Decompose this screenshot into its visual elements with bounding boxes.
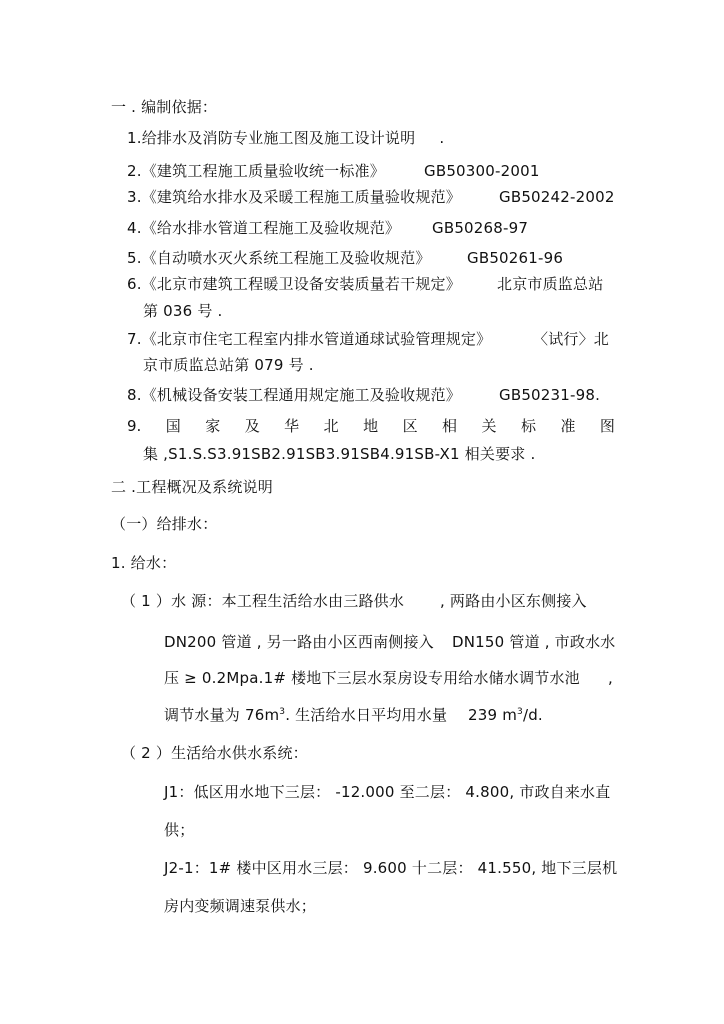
basis-item-5: 5.《自动喷水灭火系统工程施工及验收规范》	[127, 249, 431, 267]
water-source-line4-value: 239 $m^3/d$.	[468, 706, 543, 724]
zone-j1-line2: 供；	[164, 821, 195, 839]
basis-item-6: 6.《北京市建筑工程暖卫设备安装质量若干规定》	[127, 275, 461, 293]
basis-item-3-code: GB50242-2002	[499, 188, 615, 206]
section2-heading: 二 .工程概况及系统说明	[111, 478, 273, 496]
water-source-line1-tail: , 两路由小区东侧接入	[440, 592, 587, 610]
basis-item-4-code: GB50268-97	[432, 219, 529, 237]
basis-item-4: 4.《给水排水管道工程施工及验收规范》	[127, 219, 401, 237]
water-source-line1: （ 1 ）水 源：本工程生活给水由三路供水	[121, 592, 405, 610]
water-supply-heading: 1. 给水：	[111, 554, 177, 572]
basis-item-1: 1.给排水及消防专业施工图及施工设计说明 .	[127, 129, 445, 147]
basis-item-9-cont: 集 ,S1.S.S3.91SB2.91SB3.91SB4.91SB-X1 相关要求 .	[143, 445, 536, 463]
basis-item-6-cont: 第 036 号 .	[143, 302, 223, 320]
water-source-line3-tail: ,	[608, 669, 613, 687]
water-source-line3: 压 ≥ 0.2Mpa.1# 楼地下三层水泵房设专用给水储水调节水池	[164, 669, 580, 687]
zone-j2-line2: 房内变频调速泵供水；	[164, 897, 317, 915]
zone-j2-line1: J2-1：1# 楼中区用水三层： 9.600 十二层： 41.550, 地下三层机	[164, 859, 618, 877]
basis-item-9: 9. 国 家 及 华 北 地 区 相 关 标 准 图	[127, 417, 615, 435]
basis-item-6-issuer: 北京市质监总站	[497, 275, 604, 293]
basis-item-2-code: GB50300-2001	[424, 162, 540, 180]
basis-item-7-cont: 京市质监总站第 079 号 .	[143, 356, 314, 374]
subsection-drainage: （一）给排水：	[111, 515, 218, 533]
basis-item-5-code: GB50261-96	[467, 249, 564, 267]
zone-j1-line1: J1：低区用水地下三层： -12.000 至二层： 4.800, 市政自来水直	[164, 783, 611, 801]
section1-heading: 一 . 编制依据：	[111, 98, 218, 116]
basis-item-3: 3.《建筑给水排水及采暖工程施工质量验收规范》	[127, 188, 461, 206]
basis-item-2: 2.《建筑工程施工质量验收统一标准》	[127, 162, 385, 180]
basis-item-8-code: GB50231-98.	[499, 386, 601, 404]
water-source-line4: 调节水量为 $76m^3$. 生活给水日平均用水量	[164, 706, 448, 724]
water-source-line2: DN200 管道 , 另一路由小区西南侧接入	[164, 633, 434, 651]
supply-system-heading: （ 2 ）生活给水供水系统：	[121, 744, 308, 762]
basis-item-7: 7.《北京市住宅工程室内排水管道通球试验管理规定》	[127, 330, 492, 348]
basis-item-7-note: 〈试行〉北	[533, 330, 610, 348]
basis-item-8: 8.《机械设备安装工程通用规定施工及验收规范》	[127, 386, 461, 404]
water-source-line2-tail: DN150 管道 , 市政水水	[452, 633, 616, 651]
